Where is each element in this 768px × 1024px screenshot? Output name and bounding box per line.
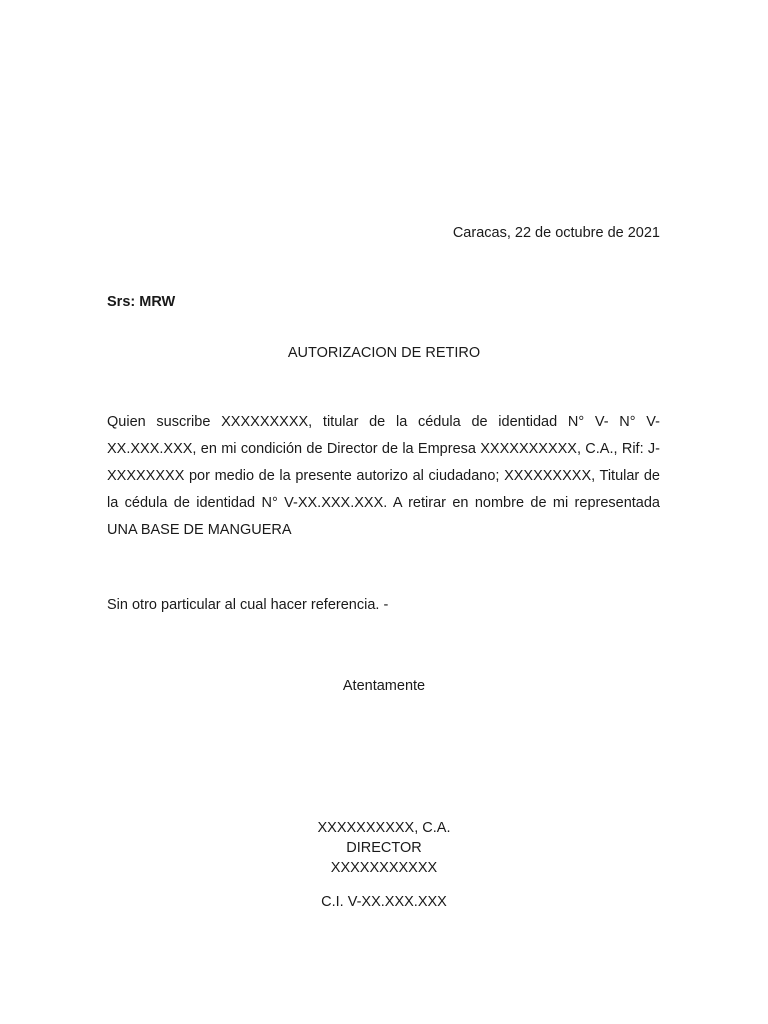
signature-id-number: C.I. V-XX.XXX.XXX bbox=[321, 894, 447, 910]
letter-date: Caracas, 22 de octubre de 2021 bbox=[452, 225, 660, 241]
letter-closing-line: Sin otro particular al cual hacer referencia. - bbox=[107, 597, 389, 613]
signature-name: XXXXXXXXXXX bbox=[330, 860, 438, 876]
letter-valediction: Atentamente bbox=[342, 678, 426, 694]
signature-title: DIRECTOR bbox=[346, 840, 422, 856]
signature-block bbox=[0, 818, 768, 912]
letter-subject: AUTORIZACION DE RETIRO bbox=[287, 345, 481, 361]
letter-addressee: Srs: MRW bbox=[107, 294, 176, 310]
signature-company: XXXXXXXXXX, C.A. bbox=[317, 820, 451, 836]
letter-body: Quien suscribe XXXXXXXXX, titular de la cédula de identidad N° V- N° V-XX.XXX.XXX, en mi condición de Director de la Empresa XXXXXXXXXX, C.A., Rif: J-XXXXXXXX por medio de la presente autorizo al ciudadano; XXXXXXXXX, Titular de la cédula de identidad N° V-XX.XXX.XXX. A retirar en nombre de mi representada UNA BASE DE MANGUERA bbox=[107, 414, 660, 538]
